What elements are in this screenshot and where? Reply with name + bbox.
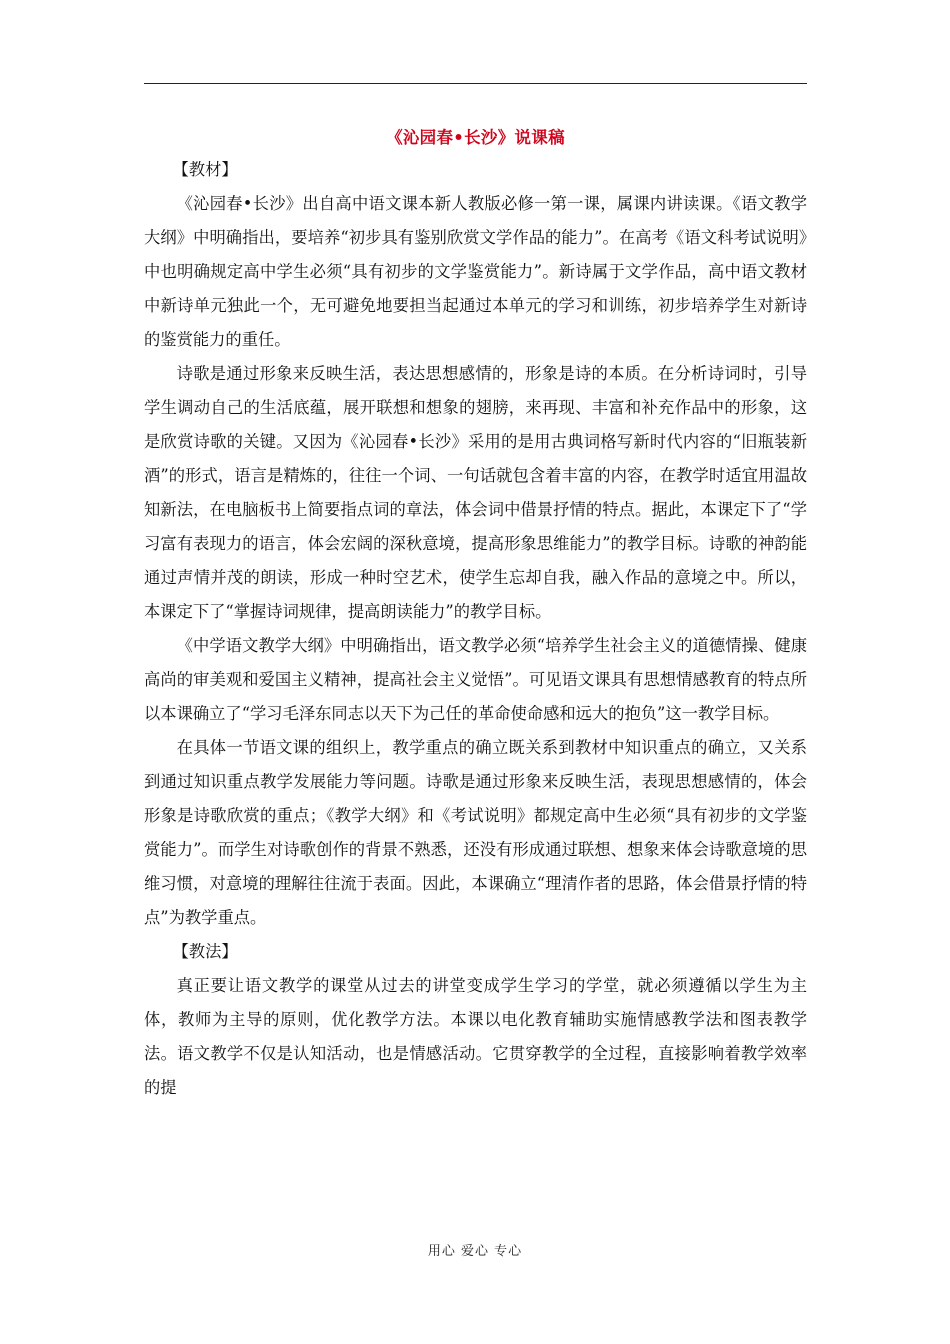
section-heading-materials: 【教材】 xyxy=(172,160,238,179)
document-title: 《沁园春•长沙》说课稿 xyxy=(386,128,565,147)
paragraph-materials-3: 《中学语文教学大纲》中明确指出，语文教学必须“培养学生社会主义的道德情操、健康高尚的审美观和爱国主义精神，提高社会主义觉悟”。可见语文课具有思想情感教育的特点所以本课确立了“学习毛泽东同志以天下为己任的革命使命感和远大的抱负”这一教学目标。 xyxy=(144,636,807,723)
paragraph-method-1: 真正要让语文教学的课堂从过去的讲堂变成学生学习的学堂，就必须遵循以学生为主体，教师为主导的原则，优化教学方法。本课以电化教育辅助实施情感教学法和图表教学法。语文教学不仅是认知活动，也是情感活动。它贯穿教学的全过程，直接影响着教学效率的提 xyxy=(144,976,807,1097)
section-heading-method: 【教法】 xyxy=(172,942,238,961)
paragraph-materials-4: 在具体一节语文课的组织上，教学重点的确立既关系到教材中知识重点的确立，又关系到通过知识重点教学发展能力等问题。诗歌是通过形象来反映生活，表现思想感情的，体会形象是诗歌欣赏的重点；《教学大纲》和《考试说明》都规定高中生必须“具有初步的文学鉴赏能力”。而学生对诗歌创作的背景不熟悉，还没有形成通过联想、想象来体会诗歌意境的思维习惯，对意境的理解往往流于表面。因此，本课确立“理清作者的思路，体会借景抒情的特点”为教学重点。 xyxy=(144,738,807,927)
document-body xyxy=(144,153,807,1105)
paragraph-materials-2: 诗歌是通过形象来反映生活，表达思想感情的，形象是诗的本质。在分析诗词时，引导学生调动自己的生活底蕴，展开联想和想象的翅膀，来再现、丰富和补充作品中的形象，这是欣赏诗歌的关键。又因为《沁园春•长沙》采用的是用古典词格写新时代内容的“旧瓶装新酒”的形式，语言是精炼的，往往一个词、一句话就包含着丰富的内容，在教学时适宜用温故知新法，在电脑板书上简要指点词的章法，体会词中借景抒情的特点。据此，本课定下了“学习富有表现力的语言，体会宏阔的深秋意境，提高形象思维能力”的教学目标。诗歌的神韵能通过声情并茂的朗读，形成一种时空艺术，使学生忘却自我，融入作品的意境之中。所以，本课定下了“掌握诗词规律，提高朗读能力”的教学目标。 xyxy=(144,364,807,621)
header-rule xyxy=(144,83,807,84)
paragraph-materials-1: 《沁园春•长沙》出自高中语文课本新人教版必修一第一课，属课内讲读课。《语文教学大纲》中明确指出，要培养“初步具有鉴别欣赏文学作品的能力”。在高考《语文科考试说明》中也明确规定高中学生必须“具有初步的文学鉴赏能力”。新诗属于文学作品，高中语文教材中新诗单元独此一个，无可避免地要担当起通过本单元的学习和训练，初步培养学生对新诗的鉴赏能力的重任。 xyxy=(144,194,807,349)
page-footer: 用心 爱心 专心 xyxy=(427,1244,523,1259)
